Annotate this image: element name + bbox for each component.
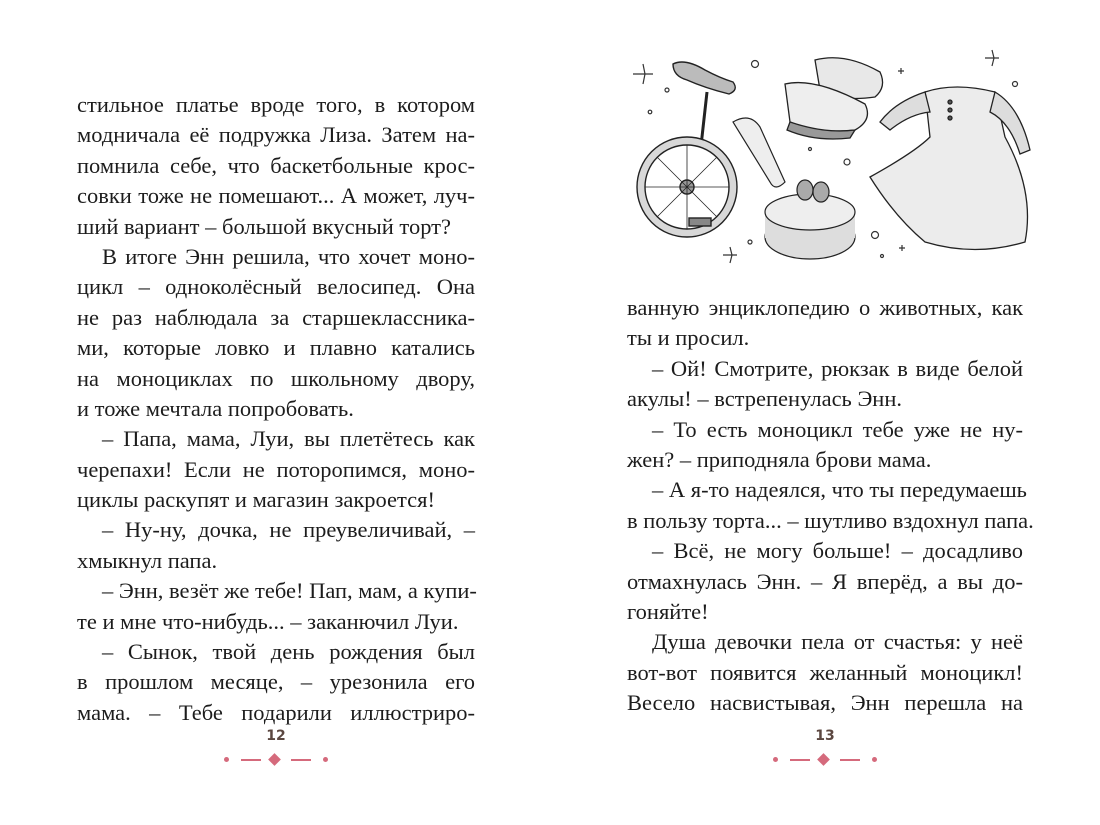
text-line: В итоге Энн решила, что хочет моно- bbox=[102, 243, 475, 269]
text-line: совки тоже не помешают... А может, луч- bbox=[77, 183, 475, 209]
diamond-icon bbox=[817, 753, 830, 766]
footer-ornament bbox=[224, 754, 328, 766]
text-line: ты и просил. bbox=[627, 325, 750, 351]
text-line: акулы! – встрепенулась Энн. bbox=[627, 386, 902, 412]
diamond-icon bbox=[268, 753, 281, 766]
text-line: ший вариант – большой вкусный торт? bbox=[77, 213, 451, 239]
text-line: цикл – одноколёсный велосипед. Она bbox=[77, 274, 475, 300]
dress-icon bbox=[870, 87, 1030, 250]
right-page bbox=[550, 0, 1100, 825]
text-line: и тоже мечтала попробовать. bbox=[77, 395, 354, 421]
text-line: отмахнулась Энн. – Я вперёд, а вы до- bbox=[627, 568, 1023, 594]
text-line: стильное платье вроде того, в котором bbox=[77, 92, 475, 117]
footer-ornament bbox=[773, 754, 877, 766]
text-line: – Сынок, твой день рождения был bbox=[102, 639, 475, 665]
text-line: вот-вот появится желанный моноцикл! bbox=[627, 659, 1023, 685]
text-line: – То есть моноцикл тебе уже не ну- bbox=[652, 416, 1023, 442]
text-line: – Всё, не могу больше! – досадливо bbox=[652, 538, 1023, 564]
text-line: модничала её подружка Лиза. Затем на- bbox=[77, 122, 475, 148]
page-number: 13 bbox=[815, 728, 835, 744]
text-line: те и мне что-нибудь... – заканючил Луи. bbox=[77, 608, 459, 634]
text-line: черепахи! Если не поторопимся, моно- bbox=[77, 456, 475, 482]
page-footer-left bbox=[206, 728, 346, 766]
text-line: не раз наблюдала за старшеклассника- bbox=[77, 304, 475, 330]
text-line: Душа девочки пела от счастья: у неё bbox=[652, 629, 1023, 655]
text-line: циклы раскупят и магазин закроется! bbox=[77, 487, 435, 513]
text-line: – Папа, мама, Луи, вы плетётесь как bbox=[102, 426, 475, 452]
text-line: гоняйте! bbox=[627, 598, 709, 624]
page-number: 12 bbox=[266, 728, 286, 744]
right-page-text bbox=[627, 293, 1034, 718]
text-line: Весело насвистывая, Энн перешла на bbox=[627, 690, 1023, 716]
text-line: – Энн, везёт же тебе! Пап, мам, а купи- bbox=[102, 578, 477, 604]
text-line: жен? – приподняла брови мама. bbox=[627, 446, 932, 472]
text-line: помнила себе, что баскетбольные крос- bbox=[77, 152, 475, 178]
text-line: – А я-то надеялся, что ты передумаешь bbox=[652, 477, 1027, 503]
text-line: в пользу торта... – шутливо вздохнул папа. bbox=[627, 507, 1034, 533]
text-line: – Ой! Смотрите, рюкзак в виде белой bbox=[652, 355, 1023, 381]
text-line: ванную энциклопедию о животных, как bbox=[627, 295, 1023, 320]
unicycle-icon bbox=[637, 62, 737, 237]
page-footer-right bbox=[755, 728, 895, 766]
text-line: на моноциклах по школьному двору, bbox=[77, 365, 475, 391]
text-line: мама. – Тебе подарили иллюстриро- bbox=[77, 699, 475, 725]
text-line: ми, которые ловко и плавно катались bbox=[77, 335, 475, 361]
sneakers-icon bbox=[785, 58, 883, 139]
text-line: хмыкнул папа. bbox=[77, 547, 218, 573]
illustration bbox=[625, 42, 1045, 282]
text-line: в прошлом месяце, – урезонила его bbox=[77, 669, 475, 695]
text-line: – Ну-ну, дочка, не преувеличивай, – bbox=[102, 517, 475, 543]
left-page-text bbox=[77, 90, 475, 728]
